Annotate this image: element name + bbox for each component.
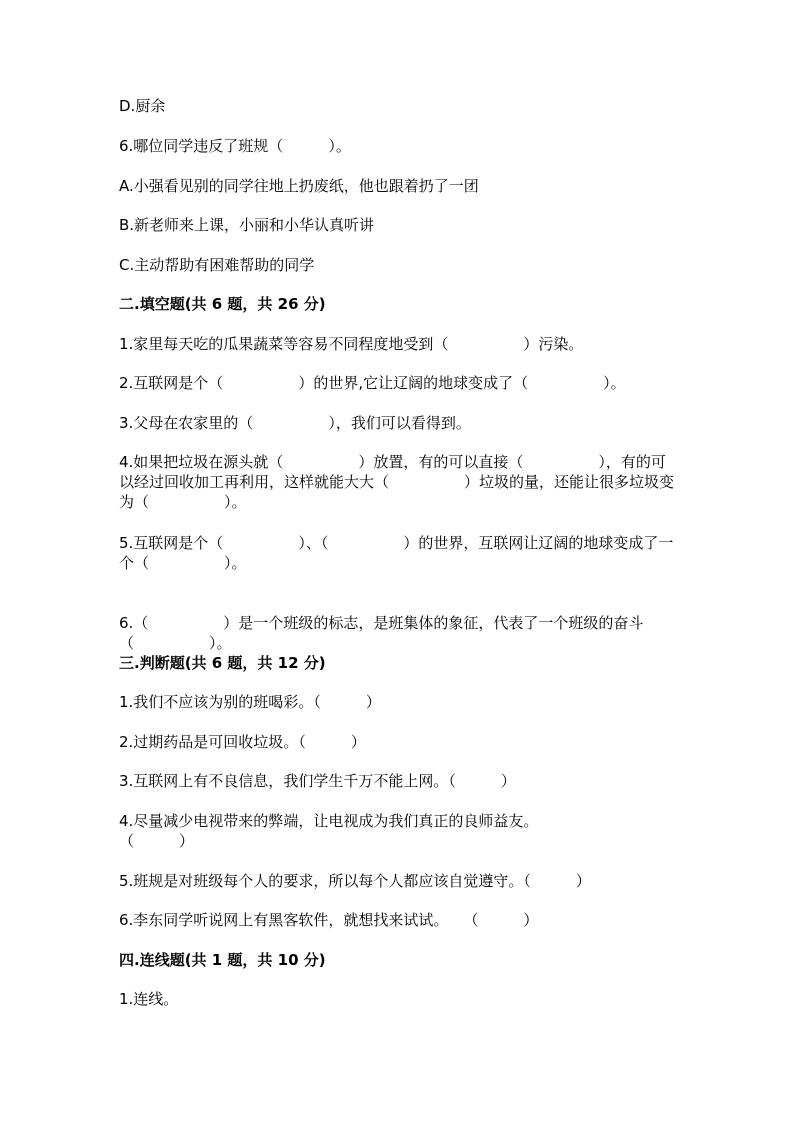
tf-question-5: 5.班规是对班级每个人的要求，所以每个人都应该自觉遵守。（ ） (119, 872, 591, 890)
matching-question-1: 1.连线。 (119, 990, 179, 1008)
fill-question-2: 2.互联网是个（ ）的世界,它让辽阔的地球变成了（ ）。 (119, 374, 626, 392)
option-c: C.主动帮助有困难帮助的同学 (119, 256, 315, 274)
fill-question-4: 4.如果把垃圾在源头就（ ）放置，有的可以直接（ ），有的可以经过回收加工再利用，这样就能大大（ ）垃圾的量，还能让很多垃圾变为（ ）。 (119, 453, 675, 511)
fill-question-3: 3.父母在农家里的（ ），我们可以看得到。 (119, 414, 471, 432)
tf-question-1: 1.我们不应该为别的班喝彩。（ ） (119, 693, 381, 711)
fill-question-5: 5.互联网是个（ ）、（ ）的世界，互联网让辽阔的地球变成了一个（ ）。 (119, 534, 674, 572)
option-a: A.小强看见别的同学往地上扔废纸，他也跟着扔了一团 (119, 177, 479, 195)
fill-question-1: 1.家里每天吃的瓜果蔬菜等容易不同程度地受到（ ）污染。 (119, 335, 584, 353)
tf-question-3: 3.互联网上有不良信息，我们学生千万不能上网。（ ） (119, 772, 516, 790)
tf-question-6: 6.李东同学听说网上有黑客软件，就想找来试试。 （ ） (119, 911, 539, 929)
section-heading-true-false: 三.判断题(共 6 题，共 12 分) (119, 654, 326, 672)
section-heading-fill-in: 二.填空题(共 6 题，共 26 分) (119, 295, 326, 313)
section-heading-matching: 四.连线题(共 1 题，共 10 分) (119, 951, 326, 969)
question-6-class-rules: 6.哪位同学违反了班规（ ）。 (119, 137, 351, 155)
tf-question-4: 4.尽量减少电视带来的弊端，让电视成为我们真正的良师益友。（ ） (119, 812, 539, 850)
fill-question-6: 6.（ ）是一个班级的标志，是班集体的象征，代表了一个班级的奋斗（ ）。 (119, 614, 644, 652)
option-d-kitchen-waste: D.厨余 (119, 97, 166, 115)
option-b: B.新老师来上课，小丽和小华认真听讲 (119, 216, 375, 234)
tf-question-2: 2.过期药品是可回收垃圾。（ ） (119, 733, 366, 751)
